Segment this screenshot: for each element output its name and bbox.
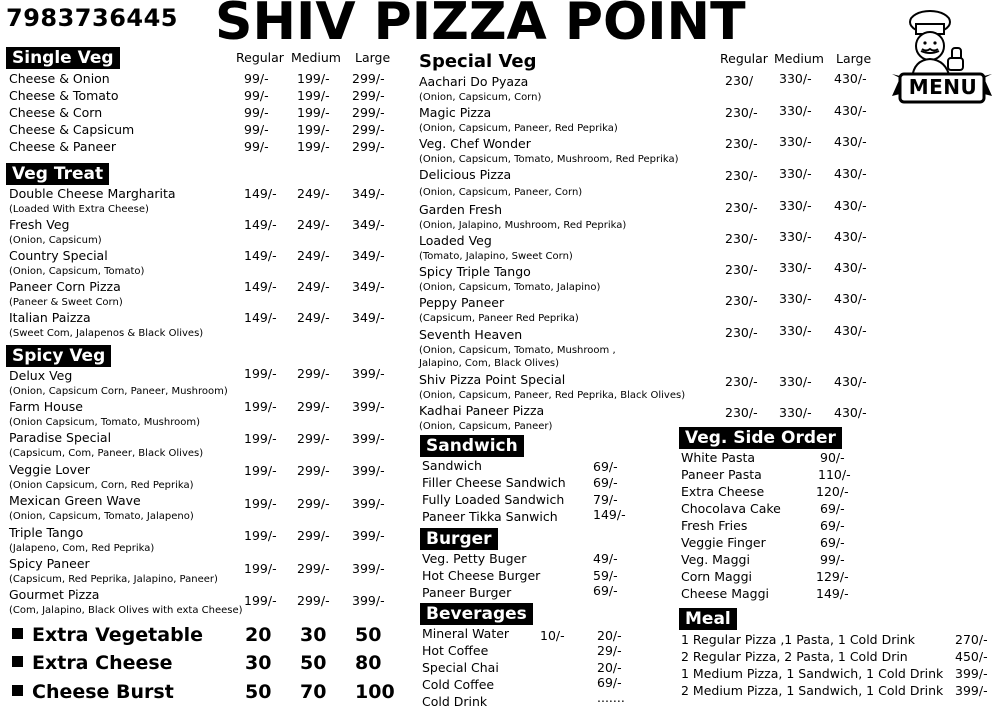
menu-item-name: Fresh Veg [9, 217, 70, 232]
menu-item-name: Extra Cheese [681, 484, 765, 499]
menu-item-name: Country Special [9, 248, 108, 263]
menu-item-name: Spicy Paneer [9, 556, 90, 571]
price-regular: 149/- [244, 186, 277, 201]
menu-item-name: 1 Regular Pizza ,1 Pasta, 1 Cold Drink [681, 632, 915, 647]
price-medium: 299/- [297, 496, 330, 511]
menu-item-name: Cheese Maggi [681, 586, 769, 601]
price-medium: 299/- [297, 431, 330, 446]
price-large: 349/- [352, 248, 385, 263]
menu-item-name: Veggie Lover [9, 462, 90, 477]
price-regular: 199/- [244, 463, 277, 478]
price-small: 10/- [540, 628, 565, 643]
price-regular: 99/- [244, 105, 269, 120]
section-single-veg: Single Veg [6, 47, 120, 69]
price: 49/- [593, 551, 618, 566]
price-regular: 199/- [244, 561, 277, 576]
price-large: 349/- [352, 310, 385, 325]
price-regular: 199/- [244, 528, 277, 543]
col-header-medium: Medium [774, 51, 824, 66]
price: 69/- [593, 459, 618, 474]
price-medium: 299/- [297, 528, 330, 543]
menu-item-name: 1 Medium Pizza, 1 Sandwich, 1 Cold Drink [681, 666, 944, 681]
menu-item-name: Cold Drink [422, 694, 488, 709]
price-medium: 330/- [779, 229, 812, 244]
menu-item-desc: (Sweet Com, Jalapenos & Black Olives) [9, 328, 204, 339]
menu-item-name: Double Cheese Margharita [9, 186, 176, 201]
menu-item-name: Cold Coffee [422, 677, 495, 692]
price: 69/- [593, 475, 618, 490]
menu-item-desc: (Jalapeno, Com, Red Peprika) [9, 543, 155, 554]
price-large: 399/- [352, 366, 385, 381]
price-regular: 149/- [244, 217, 277, 232]
extra-item-name: Extra Vegetable [32, 624, 204, 646]
price-medium: 249/- [297, 279, 330, 294]
price-medium: 199/- [297, 122, 330, 137]
price-regular: 230/- [725, 136, 758, 151]
price-medium: 330/- [779, 166, 812, 181]
menu-item-desc: (Onion, Jalapino, Mushroom, Red Peprika) [419, 220, 627, 231]
menu-item-name: Loaded Veg [419, 233, 492, 248]
price-large: 399/- [352, 463, 385, 478]
price: 79/- [593, 492, 618, 507]
price-regular: 99/- [244, 122, 269, 137]
section-sandwich: Sandwich [420, 435, 524, 457]
menu-item-desc: (Tomato, Jalapino, Sweet Corn) [419, 251, 573, 262]
price: 69/- [820, 518, 845, 533]
menu-item-desc: (Onion, Capsicum, Paneer, Red Peprika) [419, 123, 618, 134]
extra-price-medium: 50 [300, 652, 327, 674]
price-regular: 230/- [725, 262, 758, 277]
price-regular: 99/- [244, 88, 269, 103]
menu-logo-text: MENU [908, 75, 978, 99]
price-large: 349/- [352, 186, 385, 201]
price-regular: 230/- [725, 405, 758, 420]
menu-item-name: Delux Veg [9, 368, 73, 383]
price-medium: 249/- [297, 310, 330, 325]
menu-item-name: Sandwich [422, 458, 482, 473]
menu-item-name: Cheese & Capsicum [9, 122, 135, 137]
menu-item-name: Paradise Special [9, 430, 112, 445]
menu-logo [888, 8, 996, 106]
price-medium: 249/- [297, 186, 330, 201]
menu-item-name: Italian Paizza [9, 310, 91, 325]
menu-item-name: Paneer Tikka Sanwich [422, 509, 558, 524]
price-regular: 99/- [244, 71, 269, 86]
price: 270/- [955, 632, 988, 647]
price-large: 430/- [834, 291, 867, 306]
price: 149/- [816, 586, 849, 601]
price-large: 299/- [352, 105, 385, 120]
menu-item-name: Triple Tango [9, 525, 84, 540]
extra-item-name: Extra Cheese [32, 652, 173, 674]
extra-item [12, 624, 203, 646]
price-medium: 299/- [297, 366, 330, 381]
menu-item-name: Fully Loaded Sandwich [422, 492, 565, 507]
price-medium: 299/- [297, 463, 330, 478]
menu-item-name: White Pasta [681, 450, 756, 465]
menu-item-name: Aachari Do Pyaza [419, 74, 529, 89]
menu-item-name: Mineral Water [422, 626, 510, 641]
price-large: 430/- [834, 198, 867, 213]
menu-item-name: Delicious Pizza [419, 167, 512, 182]
menu-item-name: Peppy Paneer [419, 295, 505, 310]
price: 450/- [955, 649, 988, 664]
col-header-large: Large [355, 50, 391, 65]
price-medium: 330/- [779, 134, 812, 149]
section-side-order: Veg. Side Order [679, 427, 842, 449]
price: 20/- [597, 660, 622, 675]
menu-item-name: Paneer Corn Pizza [9, 279, 121, 294]
price-regular: 199/- [244, 496, 277, 511]
menu-item-desc: (Loaded With Extra Cheese) [9, 204, 149, 215]
price-regular: 149/- [244, 248, 277, 263]
menu-item-desc: (Onion, Capsicum, Tomato) [9, 266, 145, 277]
price-regular: 230/- [725, 200, 758, 215]
menu-item-name: Veg. Petty Buger [422, 551, 527, 566]
section-beverages: Beverages [420, 603, 533, 625]
price-large: 399/- [352, 528, 385, 543]
section-special-veg: Special Veg [419, 51, 537, 72]
price: 69/- [593, 583, 618, 598]
price-regular: 149/- [244, 310, 277, 325]
price-large: 399/- [352, 561, 385, 576]
price-regular: 199/- [244, 431, 277, 446]
price: ....... [597, 690, 625, 705]
menu-item-name: Gourmet Pizza [9, 587, 100, 602]
price: 59/- [593, 568, 618, 583]
price-large: 399/- [352, 593, 385, 608]
price-medium: 299/- [297, 561, 330, 576]
price-large: 430/- [834, 323, 867, 338]
extra-price-large: 100 [355, 681, 395, 703]
section-meal: Meal [679, 608, 737, 630]
price-regular: 230/- [725, 105, 758, 120]
price-large: 430/- [834, 103, 867, 118]
menu-item-name: Veg. Chef Wonder [419, 136, 531, 151]
price-medium: 199/- [297, 71, 330, 86]
menu-item-name: Cheese & Onion [9, 71, 110, 86]
col-header-regular: Regular [720, 51, 768, 66]
menu-item-desc: (Capsicum, Paneer Red Peprika) [419, 313, 579, 324]
extra-price-medium: 30 [300, 624, 327, 646]
menu-item-name: Cheese & Tomato [9, 88, 119, 103]
price: 399/- [955, 683, 988, 698]
menu-item-desc: (Onion, Capsicum, Paneer, Red Peprika, Black Olives) [419, 390, 686, 401]
extra-price-large: 50 [355, 624, 382, 646]
menu-item-name: Veg. Maggi [681, 552, 750, 567]
menu-item-desc: (Capsicum, Com, Paneer, Black Olives) [9, 448, 204, 459]
price-medium: 299/- [297, 399, 330, 414]
price-regular: 230/ [725, 73, 754, 88]
menu-item-name: Veggie Finger [681, 535, 766, 550]
menu-item-desc: (Onion Capsicum, Tomato, Mushroom) [9, 417, 200, 428]
price-large: 430/- [834, 374, 867, 389]
price-regular: 230/- [725, 325, 758, 340]
menu-item-name: Magic Pizza [419, 105, 492, 120]
price-regular: 230/- [725, 293, 758, 308]
menu-item-name: Mexican Green Wave [9, 493, 141, 508]
price: 69/- [597, 675, 622, 690]
extra-price-regular: 30 [245, 652, 272, 674]
price-regular: 230/- [725, 231, 758, 246]
menu-item-name: Garden Fresh [419, 202, 503, 217]
price-large: 299/- [352, 88, 385, 103]
price-large: 399/- [352, 431, 385, 446]
price-regular: 199/- [244, 593, 277, 608]
price-medium: 330/- [779, 291, 812, 306]
col-header-medium: Medium [291, 50, 341, 65]
menu-item-name: Cheese & Paneer [9, 139, 117, 154]
col-header-regular: Regular [236, 50, 284, 65]
price-large: 430/- [834, 134, 867, 149]
price-medium: 330/- [779, 405, 812, 420]
price: 69/- [820, 535, 845, 550]
extra-item [12, 652, 173, 674]
price-medium: 199/- [297, 139, 330, 154]
menu-item-desc: Jalapino, Com, Black Olives) [419, 358, 559, 369]
price-regular: 230/- [725, 168, 758, 183]
menu-item-desc: (Onion, Capsicum, Tomato, Mushroom, Red Peprika) [419, 154, 679, 165]
menu-item-name: Filler Cheese Sandwich [422, 475, 566, 490]
price-large: 349/- [352, 217, 385, 232]
menu-item-desc: (Onion, Capsicum, Tomato, Mushroom , [419, 345, 616, 356]
menu-item-name: 2 Medium Pizza, 1 Sandwich, 1 Cold Drink [681, 683, 944, 698]
menu-item-name: Farm House [9, 399, 83, 414]
price-medium: 330/- [779, 71, 812, 86]
price: 110/- [818, 467, 851, 482]
extra-price-large: 80 [355, 652, 382, 674]
price-large: 430/- [834, 71, 867, 86]
section-spicy-veg: Spicy Veg [6, 345, 111, 367]
price: 399/- [955, 666, 988, 681]
extra-price-regular: 50 [245, 681, 272, 703]
price-medium: 330/- [779, 103, 812, 118]
menu-item-desc: (Onion, Capsicum, Corn) [419, 92, 542, 103]
menu-item-desc: (Onion, Capsicum, Tomato, Jalapino) [419, 282, 601, 293]
price-large: 399/- [352, 496, 385, 511]
price: 120/- [816, 484, 849, 499]
price: 129/- [816, 569, 849, 584]
bullet-icon [12, 656, 23, 667]
price-large: 430/- [834, 405, 867, 420]
menu-item-name: Chocolava Cake [681, 501, 781, 516]
menu-item-desc: (Com, Jalapino, Black Olives with exta Cheese) [9, 605, 243, 616]
extra-item [12, 681, 174, 703]
price-medium: 330/- [779, 198, 812, 213]
menu-item-name: Paneer Burger [422, 585, 512, 600]
menu-item-name: Shiv Pizza Point Special [419, 372, 566, 387]
price-medium: 330/- [779, 323, 812, 338]
bullet-icon [12, 628, 23, 639]
price-regular: 199/- [244, 399, 277, 414]
price: 90/- [820, 450, 845, 465]
price-regular: 199/- [244, 366, 277, 381]
menu-item-name: Corn Maggi [681, 569, 752, 584]
menu-item-name: Hot Coffee [422, 643, 489, 658]
menu-item-desc: (Onion Capsicum, Corn, Red Peprika) [9, 480, 194, 491]
extra-item-name: Cheese Burst [32, 681, 174, 703]
restaurant-title: SHIV PIZZA POINT [215, 0, 746, 52]
price-medium: 249/- [297, 248, 330, 263]
price-medium: 330/- [779, 374, 812, 389]
price: 29/- [597, 643, 622, 658]
price-medium: 199/- [297, 88, 330, 103]
menu-item-desc: (Onion, Capsicum, Paneer, Corn) [419, 187, 583, 198]
price-large: 399/- [352, 399, 385, 414]
price: 20/- [597, 628, 622, 643]
menu-item-name: Spicy Triple Tango [419, 264, 531, 279]
price-large: 430/- [834, 260, 867, 275]
menu-item-desc: (Onion, Capsicum, Tomato, Jalapeno) [9, 511, 194, 522]
price-regular: 230/- [725, 374, 758, 389]
bullet-icon [12, 685, 23, 696]
menu-item-name: Seventh Heaven [419, 327, 523, 342]
section-veg-treat: Veg Treat [6, 163, 109, 185]
menu-item-desc: (Paneer & Sweet Corn) [9, 297, 123, 308]
menu-item-name: Fresh Fries [681, 518, 748, 533]
price: 69/- [820, 501, 845, 516]
price-large: 349/- [352, 279, 385, 294]
menu-item-name: Kadhai Paneer Pizza [419, 403, 545, 418]
menu-item-name: Cheese & Corn [9, 105, 103, 120]
menu-item-name: Special Chai [422, 660, 499, 675]
price-large: 430/- [834, 229, 867, 244]
price-regular: 99/- [244, 139, 269, 154]
menu-item-name: Hot Cheese Burger [422, 568, 541, 583]
menu-item-desc: (Onion, Capsicum Corn, Paneer, Mushroom) [9, 386, 228, 397]
menu-item-name: 2 Regular Pizza, 2 Pasta, 1 Cold Drin [681, 649, 908, 664]
menu-item-desc: (Onion, Capsicum, Paneer) [419, 421, 553, 432]
price-medium: 299/- [297, 593, 330, 608]
extra-price-regular: 20 [245, 624, 272, 646]
price-large: 299/- [352, 122, 385, 137]
extra-price-medium: 70 [300, 681, 327, 703]
price-regular: 149/- [244, 279, 277, 294]
price-large: 299/- [352, 139, 385, 154]
col-header-large: Large [836, 51, 872, 66]
menu-item-desc: (Capsicum, Red Peprika, Jalapino, Paneer) [9, 574, 218, 585]
price: 149/- [593, 507, 626, 522]
price-medium: 199/- [297, 105, 330, 120]
menu-item-name: Paneer Pasta [681, 467, 762, 482]
menu-item-desc: (Onion, Capsicum) [9, 235, 102, 246]
section-burger: Burger [420, 528, 498, 550]
price-medium: 330/- [779, 260, 812, 275]
price-large: 299/- [352, 71, 385, 86]
phone-number: 7983736445 [6, 4, 178, 32]
price-medium: 249/- [297, 217, 330, 232]
price: 99/- [820, 552, 845, 567]
price-large: 430/- [834, 166, 867, 181]
